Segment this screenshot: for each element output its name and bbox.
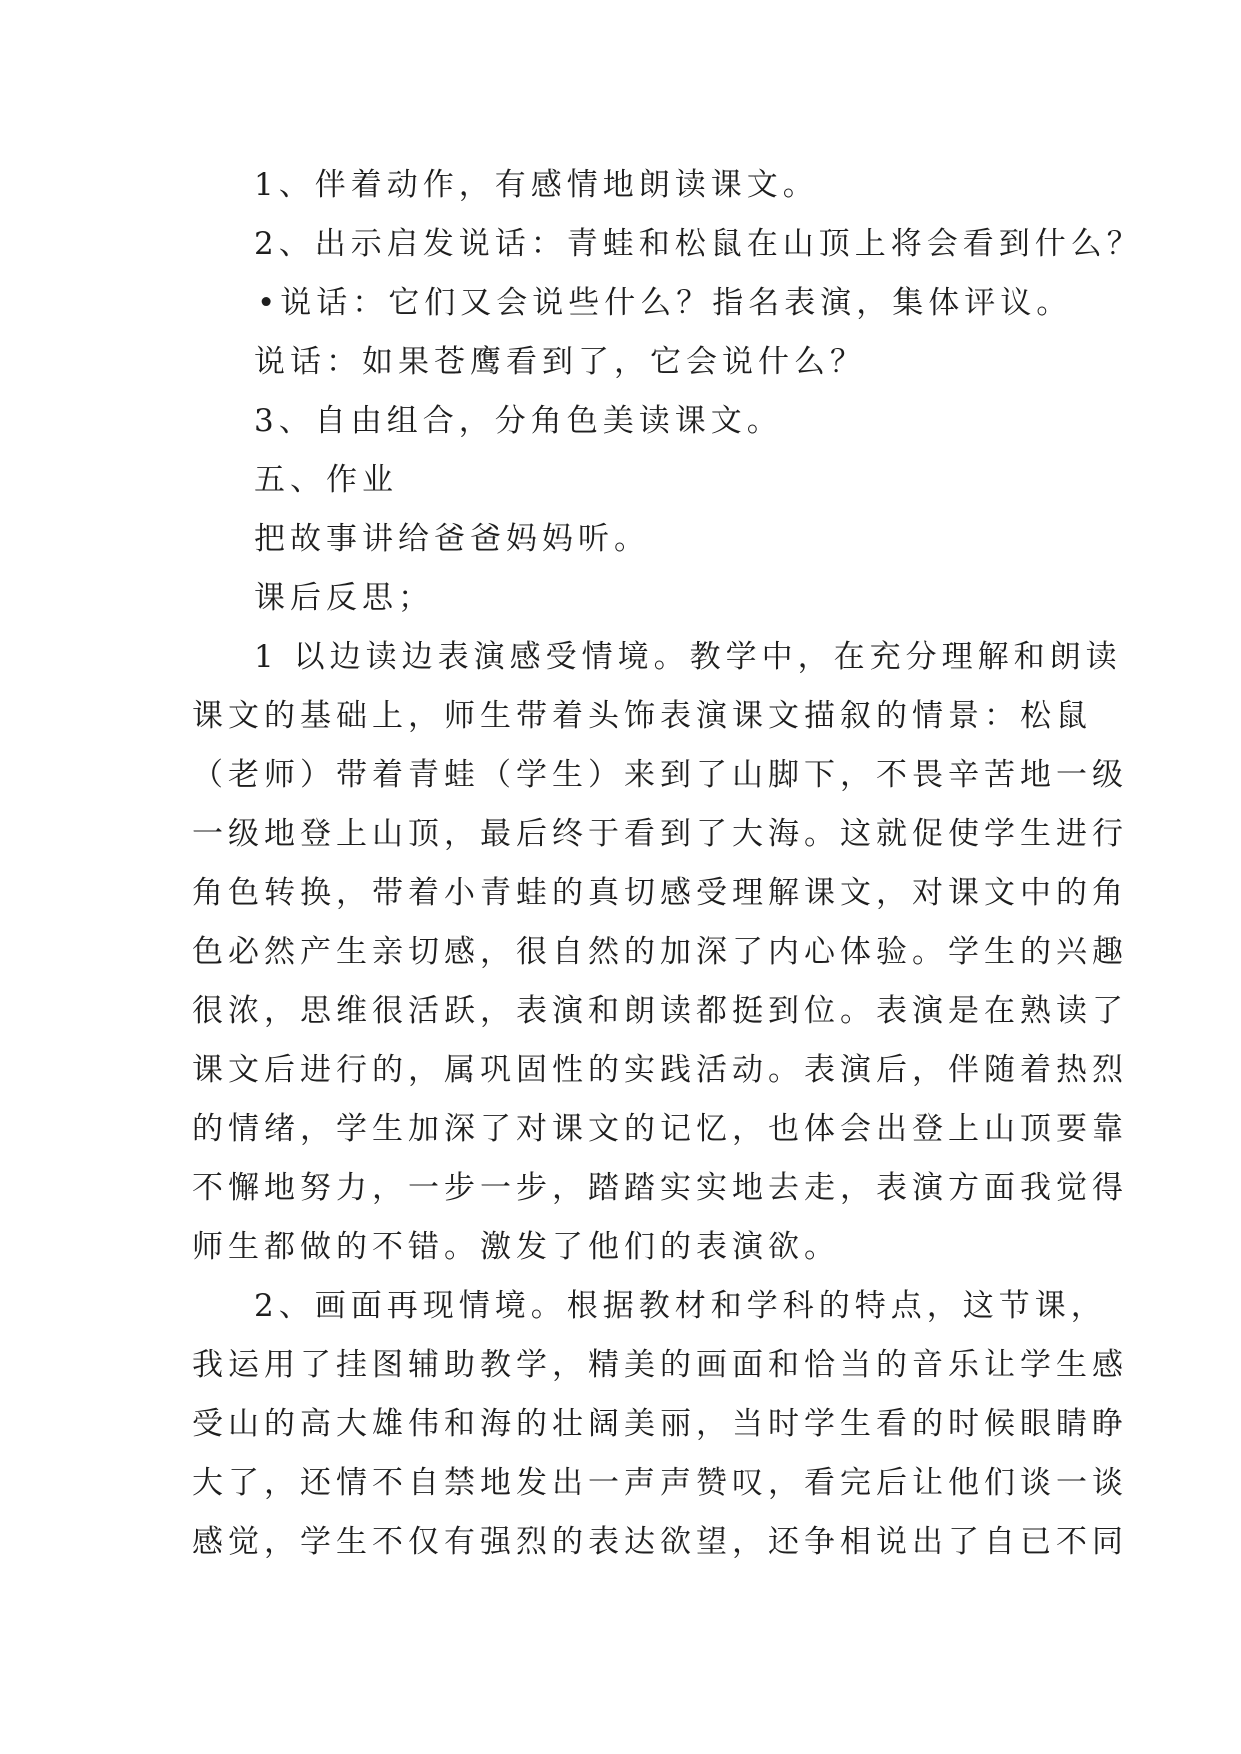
text-line: 把故事讲给爸爸妈妈听。 [254,521,650,557]
text-line: 1、伴着动作，有感情地朗读课文。 [254,167,819,203]
text-line: 大了，还情不自禁地发出一声声赞叹，看完后让他们谈一谈 [192,1465,1128,1501]
text-line: 不懈地努力，一步一步，踏踏实实地去走，表演方面我觉得 [192,1170,1128,1206]
text-line: 课文的基础上，师生带着头饰表演课文描叙的情景：松鼠 [192,698,1092,734]
text-line: 一级地登上山顶，最后终于看到了大海。这就促使学生进行 [192,816,1128,852]
text-line: 很浓，思维很活跃，表演和朗读都挺到位。表演是在熟读了 [192,993,1128,1029]
text-line: 我运用了挂图辅助教学，精美的画面和恰当的音乐让学生感 [192,1347,1128,1383]
text-line: 2、出示启发说话：青蛙和松鼠在山顶上将会看到什么？ [254,226,1143,262]
text-line: 色必然产生亲切感，很自然的加深了内心体验。学生的兴趣 [192,934,1128,970]
text-line: 1 以边读边表演感受情境。教学中，在充分理解和朗读 [254,639,1122,675]
text-line: 3、自由组合，分角色美读课文。 [254,403,783,439]
text-line: 感觉，学生不仅有强烈的表达欲望，还争相说出了自已不同 [192,1524,1128,1560]
text-line: 师生都做的不错。激发了他们的表演欲。 [192,1229,840,1265]
text-line: 受山的高大雄伟和海的壮阔美丽，当时学生看的时候眼睛睁 [192,1406,1128,1442]
text-line: 说话：如果苍鹰看到了，它会说什么？ [254,344,866,380]
text-line: 的情绪，学生加深了对课文的记忆，也体会出登上山顶要靠 [192,1111,1128,1147]
text-line: （老师）带着青蛙（学生）来到了山脚下，不畏辛苦地一级 [192,757,1128,793]
text-line: 角色转换，带着小青蛙的真切感受理解课文，对课文中的角 [192,875,1128,911]
text-line: •说话：它们又会说些什么？指名表演，集体评议。 [257,285,1073,321]
section-heading: 五、作业 [254,462,398,498]
text-line: 课文后进行的，属巩固性的实践活动。表演后，伴随着热烈 [192,1052,1128,1088]
text-line: 2、画面再现情境。根据教材和学科的特点，这节课， [254,1288,1107,1324]
section-heading: 课后反思； [254,580,434,616]
